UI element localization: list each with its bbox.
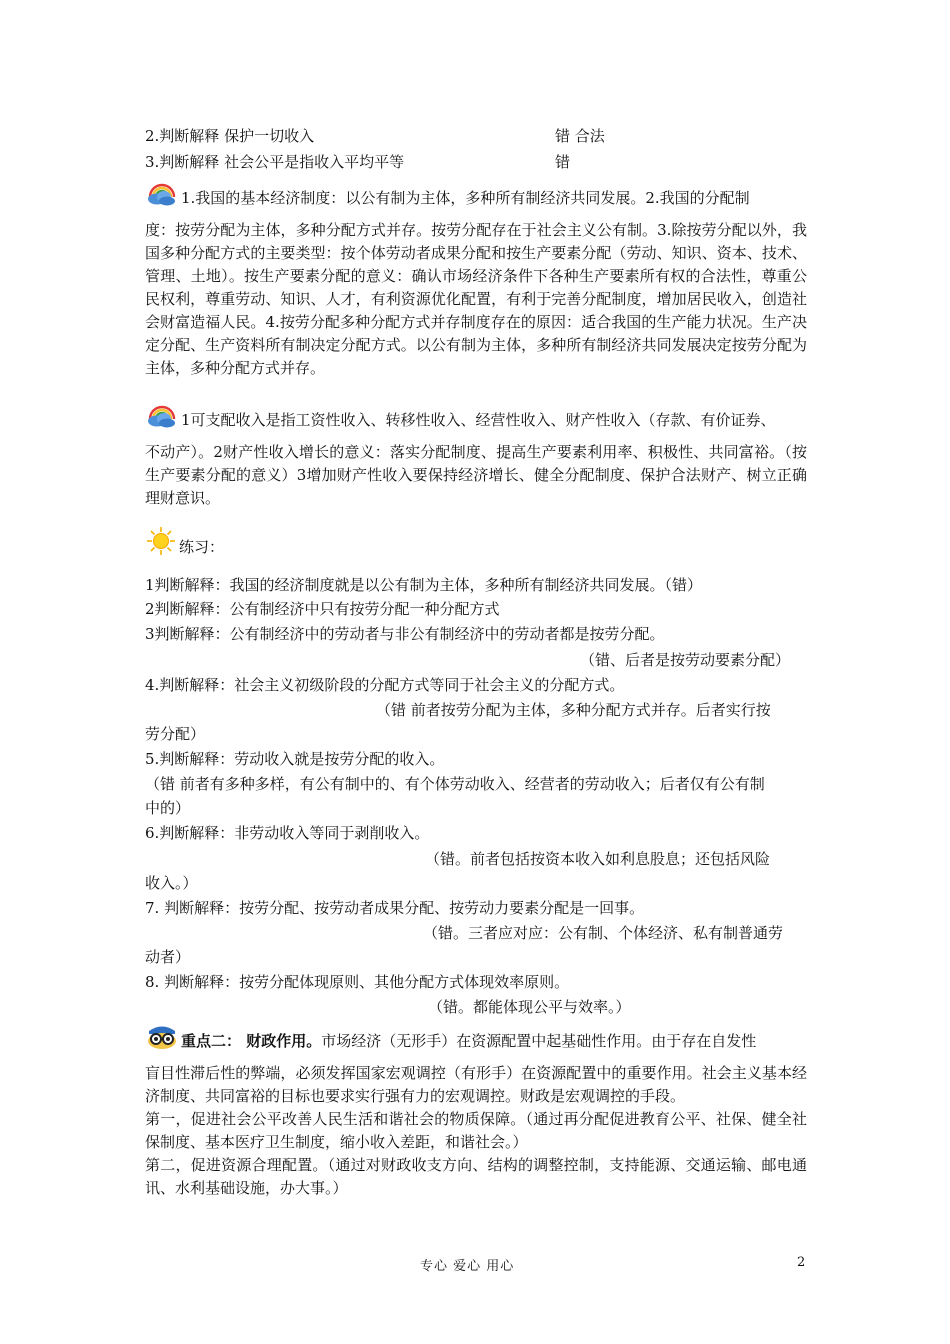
judgment-text: 3.判断解释 社会公平是指收入平均平等: [145, 153, 405, 171]
practice-item: 4.判断解释：社会主义初级阶段的分配方式等同于社会主义的分配方式。: [145, 676, 625, 694]
section-fiscal-role: [145, 1024, 807, 1200]
practice-answer: （错。前者包括按资本收入如利息股息；还包括风险: [425, 850, 771, 868]
section1-first-line: 1.我国的基本经济制度：以公有制为主体，多种所有制经济共同发展。2.我国的分配制: [181, 189, 750, 207]
practice-item: 5.判断解释：劳动收入就是按劳分配的收入。: [145, 750, 445, 768]
practice-answer: （错。都能体现公平与效率。）: [428, 998, 631, 1016]
judgment-line: [145, 125, 314, 147]
practice-answer: （错。三者应对应：公有制、个体经济、私有制普通劳: [423, 924, 784, 942]
practice-heading-text: 练习：: [179, 538, 225, 556]
practice-item: 8. 判断解释：按劳分配体现原则、其他分配方式体现效率原则。: [145, 973, 570, 991]
page-number: 2: [797, 1255, 806, 1270]
section3-point-two: 第二，促进资源合理配置。（通过对财政收支方向、结构的调整控制，支持能源、交通运输、邮电通讯、水利基础设施，办大事。）: [145, 1156, 807, 1197]
practice-answer-cont: 动者）: [145, 948, 191, 966]
judgment-answer: 错 合法: [555, 127, 605, 145]
practice-answer-cont: 中的）: [145, 799, 191, 817]
judgment-text: 2.判断解释 保护一切收入: [145, 127, 315, 145]
rainbow-cloud-icon: [145, 399, 179, 441]
judgment-answer: 错: [555, 153, 571, 171]
practice-answer: （错 前者有多种多样，有公有制中的、有个体劳动收入、经营者的劳动收入；后者仅有公有制: [145, 775, 765, 793]
rainbow-cloud-icon: [145, 177, 179, 219]
practice-item: 6.判断解释：非劳动收入等同于剥削收入。: [145, 824, 430, 842]
section3-point-one: 第一，促进社会公平改善人民生活和谐社会的物质保障。（通过再分配促进教育公平、社保、健全社保制度、基本医疗卫生制度，缩小收入差距，和谐社会。）: [145, 1110, 807, 1151]
section3-first-line: 市场经济（无形手）在资源配置中起基础性作用。由于存在自发性: [321, 1032, 757, 1050]
section1-body: 度：按劳分配为主体，多种分配方式并存。按劳分配存在于社会主义公有制。3.除按劳分配以外，我国多种分配方式的主要类型：按个体劳动者成果分配和按生产要素分配（劳动、知识、资本、技术、管理、土地）。按生产要素分配的意义：确认市场经济条件下各种生产要素所有权的合法性，尊重公民权利，尊重劳动、知识、人才，有利资源优化配置，有利于完善分配制度，增加居民收入，创造社会财富造福人民。4.按劳分配多种分配方式并存制度存在的原因：适合我国的生产能力状况。生产决定分配、生产资料所有制决定分配方式。以公有制为主体，多种所有制经济共同发展决定按劳分配为主体，多种分配方式并存。: [145, 221, 807, 377]
practice-answer: （错、后者是按劳动要素分配）: [580, 651, 791, 669]
section2-body: 不动产）。2财产性收入增长的意义：落实分配制度、提高生产要素利用率、积极性、共同富裕。（按生产要素分配的意义）3增加财产性收入要保持经济增长、健全分配制度、保护合法财产、树立正确理财意识。: [145, 443, 807, 507]
practice-item: 2判断解释：公有制经济中只有按劳分配一种分配方式: [145, 600, 500, 618]
practice-item: 7. 判断解释：按劳分配、按劳动者成果分配、按劳动力要素分配是一回事。: [145, 899, 645, 917]
section3-body: 盲目性滞后性的弊端，必须发挥国家宏观调控（有形手）在资源配置中的重要作用。社会主义基本经济制度、共同富裕的目标也要求实行强有力的宏观调控。财政是宏观调控的手段。: [145, 1064, 807, 1105]
judgment-line: [145, 151, 404, 173]
practice-item: 1判断解释：我国的经济制度就是以公有制为主体，多种所有制经济共同发展。（错）: [145, 576, 703, 594]
section-disposable-income: [145, 399, 807, 510]
section-basic-economic-system: [145, 177, 807, 380]
practice-answer-cont: 收入。）: [145, 874, 198, 892]
goggles-face-icon: [145, 1024, 179, 1062]
practice-heading: [145, 526, 224, 568]
practice-answer: （错 前者按劳分配为主体，多种分配方式并存。后者实行按: [376, 701, 771, 719]
footer-motto: 专心 爱心 用心: [420, 1259, 515, 1274]
practice-answer-cont: 劳分配）: [145, 725, 206, 743]
sun-icon: [145, 526, 177, 568]
practice-item: 3判断解释：公有制经济中的劳动者与非公有制经济中的劳动者都是按劳分配。: [145, 625, 665, 643]
section2-first-line: 1可支配收入是指工资性收入、转移性收入、经营性收入、财产性收入（存款、有价证券、: [181, 411, 776, 429]
key-point-label: 重点二： 财政作用。: [181, 1032, 322, 1050]
